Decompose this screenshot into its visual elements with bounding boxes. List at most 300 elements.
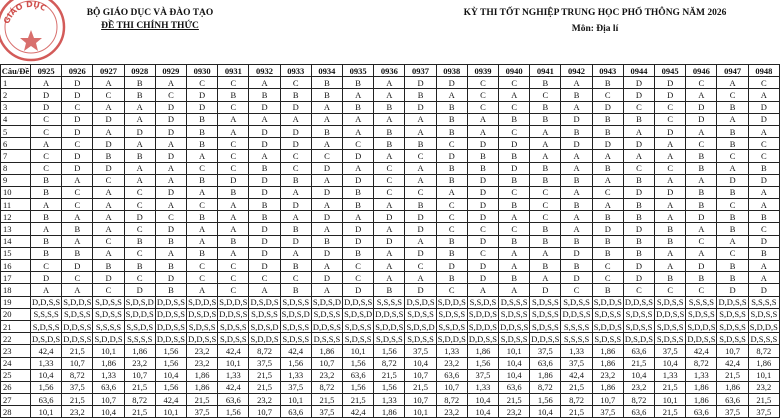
answer-cell: B	[405, 138, 436, 150]
answer-cell: B	[405, 199, 436, 211]
answer-cell: B	[686, 186, 717, 198]
answer-cell: C	[280, 150, 311, 162]
answer-cell: S,D,S,S	[343, 333, 374, 345]
table-row	[1, 113, 780, 125]
answer-cell: 37,5	[530, 345, 561, 357]
answer-key-table	[0, 64, 780, 418]
answer-cell: 1,86	[530, 369, 561, 381]
answer-cell: S,D,D,S	[125, 309, 154, 320]
answer-cell: D	[405, 211, 436, 223]
answer-cell: D	[155, 150, 186, 162]
answer-cell: D	[343, 284, 374, 296]
answer-cell: 1,33	[561, 345, 592, 357]
answer-cell: C	[748, 138, 779, 150]
answer-cell: D,S,D,S	[624, 333, 654, 344]
answer-cell: B	[218, 89, 249, 101]
answer-cell: 42,4	[155, 394, 186, 406]
question-number: 1	[1, 77, 31, 89]
table-row	[1, 138, 780, 150]
header-right	[410, 8, 780, 34]
answer-cell: B	[436, 272, 467, 284]
answer-cell: C	[124, 247, 155, 259]
answer-cell: 21,5	[374, 369, 405, 381]
question-number: 21	[1, 320, 31, 332]
answer-cell: B	[280, 89, 311, 101]
question-number: 7	[1, 150, 31, 162]
answer-cell: 1,33	[31, 357, 62, 369]
answer-cell: A	[686, 174, 717, 186]
answer-cell: D	[343, 235, 374, 247]
answer-cell: A	[280, 247, 311, 259]
answer-cell: A	[499, 89, 530, 101]
question-number: 20	[1, 308, 31, 320]
question-number: 28	[1, 406, 31, 418]
answer-cell: A	[124, 101, 155, 113]
answer-cell: A	[280, 113, 311, 125]
answer-cell: A	[155, 162, 186, 174]
answer-cell: A	[748, 260, 779, 272]
answer-cell: S,D,S,S	[655, 320, 686, 332]
answer-cell: 1,86	[93, 357, 124, 369]
answer-cell: D,D,S,S	[63, 333, 92, 344]
answer-cell: D	[218, 174, 249, 186]
answer-cell: 1,56	[155, 381, 186, 393]
answer-cell: B	[436, 247, 467, 259]
answer-cell: C	[62, 101, 93, 113]
answer-cell: D	[655, 125, 686, 137]
answer-cell: D	[467, 235, 498, 247]
answer-cell: D	[155, 101, 186, 113]
answer-cell: B	[374, 125, 405, 137]
answer-cell: 1,56	[155, 345, 186, 357]
question-number: 5	[1, 125, 31, 137]
answer-cell: S,D,D,S	[250, 333, 279, 344]
answer-cell: 63,6	[31, 394, 62, 406]
answer-cell: C	[748, 150, 779, 162]
answer-cell: 10,1	[155, 406, 186, 418]
answer-cell: D	[280, 125, 311, 137]
answer-cell: A	[31, 77, 62, 89]
exam-code-header: 0927	[93, 65, 124, 77]
answer-cell: A	[686, 223, 717, 235]
answer-cell: B	[343, 77, 374, 89]
answer-cell: A	[623, 125, 654, 137]
answer-cell: D	[93, 113, 124, 125]
answer-cell: D	[124, 125, 155, 137]
answer-cell: 42,4	[218, 381, 249, 393]
answer-cell: C	[187, 162, 218, 174]
answer-cell: S,D,D,S	[63, 297, 92, 308]
answer-cell: B	[280, 174, 311, 186]
answer-cell: C	[343, 260, 374, 272]
answer-cell: B	[343, 199, 374, 211]
answer-cell: 10,1	[343, 345, 374, 357]
answer-cell: B	[311, 125, 342, 137]
answer-cell: S,S,S,S	[93, 320, 124, 332]
answer-cell: 10,1	[499, 345, 530, 357]
answer-cell: C	[623, 284, 654, 296]
answer-cell: C	[530, 89, 561, 101]
answer-cell: D,S,D,S	[250, 297, 279, 308]
answer-cell: S,D,S,S	[62, 308, 93, 320]
answer-cell: C	[467, 77, 498, 89]
answer-cell: A	[93, 77, 124, 89]
answer-cell: A	[374, 150, 405, 162]
answer-cell: D	[561, 247, 592, 259]
answer-cell: A	[717, 77, 748, 89]
answer-cell: B	[717, 186, 748, 198]
answer-cell: B	[249, 211, 280, 223]
answer-cell: B	[592, 125, 623, 137]
answer-cell: D	[62, 260, 93, 272]
answer-cell: 21,5	[655, 406, 686, 418]
answer-cell: A	[187, 150, 218, 162]
answer-cell: C	[717, 199, 748, 211]
answer-cell: B	[499, 113, 530, 125]
answer-cell: S,D,S,S	[374, 333, 405, 345]
answer-cell: B	[343, 247, 374, 259]
answer-cell: B	[686, 162, 717, 174]
answer-cell: D	[155, 223, 186, 235]
answer-cell: A	[686, 247, 717, 259]
answer-cell: B	[592, 284, 623, 296]
answer-cell: C	[93, 89, 124, 101]
answer-cell: A	[748, 186, 779, 198]
answer-cell: B	[530, 223, 561, 235]
answer-cell: B	[31, 186, 62, 198]
answer-cell: C	[31, 125, 62, 137]
answer-cell: B	[561, 174, 592, 186]
answer-cell: D	[592, 223, 623, 235]
answer-cell: 1,86	[717, 381, 748, 393]
subject-label: Môn: Địa lí	[571, 24, 619, 34]
answer-cell: D	[249, 247, 280, 259]
answer-cell: A	[311, 138, 342, 150]
answer-cell: 63,6	[686, 406, 717, 418]
answer-cell: S,D,S,S	[280, 333, 311, 345]
answer-cell: B	[592, 235, 623, 247]
answer-cell: 37,5	[249, 357, 280, 369]
answer-cell: C	[436, 138, 467, 150]
answer-cell: B	[592, 77, 623, 89]
answer-cell: D,D,S,S	[344, 297, 373, 308]
answer-cell: 23,2	[748, 381, 779, 393]
answer-cell: A	[31, 223, 62, 235]
answer-cell: 8,72	[561, 394, 592, 406]
answer-cell: 1,56	[31, 381, 62, 393]
question-number: 19	[1, 296, 31, 308]
answer-cell: 1,86	[124, 345, 155, 357]
answer-cell: D	[405, 101, 436, 113]
answer-cell: A	[499, 260, 530, 272]
answer-cell: 21,5	[405, 381, 436, 393]
answer-cell: B	[62, 223, 93, 235]
answer-cell: 10,4	[31, 369, 62, 381]
table-row	[1, 369, 780, 381]
exam-code-header: 0941	[530, 65, 561, 77]
answer-cell: D	[436, 77, 467, 89]
answer-cell: B	[717, 101, 748, 113]
exam-code-header: 0925	[31, 65, 62, 77]
answer-cell: 63,6	[499, 381, 530, 393]
answer-cell: D	[155, 272, 186, 284]
answer-cell: S,D,D,S	[749, 321, 778, 332]
answer-cell: S,D,D,S	[437, 333, 466, 344]
answer-cell: D,D,S,S	[32, 297, 61, 308]
answer-cell: 10,4	[499, 369, 530, 381]
answer-cell: B	[592, 113, 623, 125]
table-row	[1, 284, 780, 296]
answer-cell: B	[436, 162, 467, 174]
question-number: 10	[1, 186, 31, 198]
answer-cell: D	[467, 260, 498, 272]
answer-cell: D	[62, 150, 93, 162]
answer-cell: D	[623, 77, 654, 89]
answer-cell: A	[561, 162, 592, 174]
answer-cell: C	[155, 89, 186, 101]
answer-cell: C	[467, 101, 498, 113]
answer-cell: 10,7	[405, 369, 436, 381]
answer-cell: S,D,D,S	[468, 321, 497, 332]
answer-cell: S,D,S,S	[249, 308, 280, 320]
answer-cell: D,D,S,S	[156, 309, 185, 320]
answer-cell: D	[686, 101, 717, 113]
answer-cell: S,D,S,D	[250, 321, 279, 332]
table-row	[1, 308, 780, 320]
answer-cell: B	[436, 235, 467, 247]
answer-cell: B	[124, 77, 155, 89]
answer-cell: A	[530, 150, 561, 162]
question-number: 16	[1, 260, 31, 272]
answer-cell: 10,7	[592, 394, 623, 406]
answer-cell: A	[499, 247, 530, 259]
answer-cell: B	[623, 211, 654, 223]
answer-cell: B	[655, 272, 686, 284]
answer-cell: D,S,D,S	[32, 333, 61, 344]
question-number: 22	[1, 333, 31, 345]
answer-cell: A	[93, 211, 124, 223]
answer-cell: S,S,S,S	[124, 333, 155, 345]
answer-cell: S,S,S,S	[686, 296, 717, 308]
answer-cell: D	[343, 223, 374, 235]
exam-code-header: 0945	[655, 65, 686, 77]
answer-cell: C	[561, 284, 592, 296]
answer-cell: C	[623, 101, 654, 113]
answer-cell: 63,6	[530, 357, 561, 369]
answer-cell: C	[530, 186, 561, 198]
answer-cell: C	[31, 260, 62, 272]
exam-code-header: 0942	[561, 65, 592, 77]
answer-cell: C	[124, 186, 155, 198]
answer-cell: C	[686, 138, 717, 150]
answer-cell: B	[592, 162, 623, 174]
answer-cell: A	[623, 150, 654, 162]
answer-cell: B	[31, 235, 62, 247]
answer-cell: S,D,S,S	[218, 333, 249, 345]
answer-cell: D	[686, 113, 717, 125]
answer-cell: 63,6	[436, 369, 467, 381]
answer-cell: C	[93, 174, 124, 186]
answer-cell: C	[374, 174, 405, 186]
answer-cell: D	[155, 186, 186, 198]
answer-cell: B	[561, 260, 592, 272]
exam-code-header: 0943	[592, 65, 623, 77]
answer-cell: 10,4	[499, 357, 530, 369]
answer-cell: D	[655, 77, 686, 89]
answer-cell: C	[62, 199, 93, 211]
answer-cell: B	[499, 272, 530, 284]
answer-cell: 21,5	[343, 394, 374, 406]
answer-cell: D,D,S,S	[500, 321, 529, 332]
answer-cell: 10,1	[93, 345, 124, 357]
answer-cell: C	[748, 77, 779, 89]
answer-cell: S,S,S,S	[561, 333, 592, 345]
answer-cell: 37,5	[62, 381, 93, 393]
answer-cell: S,D,S,S	[436, 308, 467, 320]
answer-cell: D	[592, 138, 623, 150]
answer-cell: B	[436, 174, 467, 186]
table-row	[1, 272, 780, 284]
answer-cell: D	[623, 89, 654, 101]
answer-cell: 37,5	[655, 345, 686, 357]
answer-cell: A	[343, 113, 374, 125]
exam-code-header: 0946	[686, 65, 717, 77]
answer-cell: D	[561, 138, 592, 150]
answer-cell: D	[155, 125, 186, 137]
answer-cell: B	[530, 77, 561, 89]
answer-cell: A	[311, 174, 342, 186]
answer-cell: 21,5	[623, 357, 654, 369]
answer-cell: S,D,S,S	[717, 333, 748, 345]
answer-cell: A	[218, 211, 249, 223]
answer-cell: A	[467, 284, 498, 296]
answer-cell: 8,72	[686, 357, 717, 369]
answer-cell: D	[717, 284, 748, 296]
answer-cell: B	[249, 89, 280, 101]
answer-cell: B	[436, 101, 467, 113]
answer-cell: A	[374, 89, 405, 101]
answer-cell: D	[374, 211, 405, 223]
answer-cell: S,S,S,S	[561, 320, 592, 332]
answer-cell: B	[187, 211, 218, 223]
answer-cell: 1,56	[155, 357, 186, 369]
answer-cell: B	[187, 125, 218, 137]
answer-cell: D	[467, 211, 498, 223]
answer-cell: B	[499, 235, 530, 247]
answer-cell: C	[374, 186, 405, 198]
exam-code-header: 0934	[311, 65, 342, 77]
answer-cell: S,D,S,S	[623, 320, 654, 332]
answer-cell: C	[748, 223, 779, 235]
exam-code-header: 0937	[405, 65, 436, 77]
table-row	[1, 381, 780, 393]
answer-cell: A	[374, 223, 405, 235]
answer-cell: D	[467, 138, 498, 150]
answer-cell: B	[686, 150, 717, 162]
exam-code-header: 0928	[124, 65, 155, 77]
answer-cell: D	[155, 113, 186, 125]
answer-cell: D	[311, 247, 342, 259]
answer-cell: C	[467, 89, 498, 101]
answer-cell: B	[530, 101, 561, 113]
answer-cell: 1,56	[467, 357, 498, 369]
question-number: 24	[1, 357, 31, 369]
answer-cell: S,D,S,S	[311, 308, 342, 320]
answer-cell: A	[467, 125, 498, 137]
answer-cell: C	[655, 113, 686, 125]
answer-cell: A	[655, 199, 686, 211]
answer-cell: B	[124, 260, 155, 272]
answer-cell: 1,56	[530, 394, 561, 406]
answer-cell: 1,86	[748, 357, 779, 369]
answer-cell: S,D,S,D	[281, 309, 310, 320]
answer-cell: B	[62, 247, 93, 259]
answer-cell: A	[748, 199, 779, 211]
answer-cell: B	[374, 101, 405, 113]
answer-cell: D,S,S,S	[748, 333, 779, 345]
table-row	[1, 394, 780, 406]
answer-cell: 1,56	[343, 381, 374, 393]
answer-cell: 63,6	[343, 369, 374, 381]
answer-cell: A	[748, 272, 779, 284]
answer-cell: D	[280, 235, 311, 247]
answer-cell: S,D,S,S	[717, 308, 748, 320]
answer-cell: C	[655, 101, 686, 113]
answer-cell: C	[405, 186, 436, 198]
answer-cell: 10,1	[405, 406, 436, 418]
answer-cell: S,D,S,S	[561, 296, 592, 308]
answer-cell: B	[280, 223, 311, 235]
answer-cell: D	[405, 247, 436, 259]
answer-cell: 21,5	[187, 394, 218, 406]
answer-cell: C	[31, 150, 62, 162]
answer-cell: 10,7	[93, 394, 124, 406]
answer-cell: 37,5	[592, 406, 623, 418]
answer-cell: A	[592, 199, 623, 211]
answer-cell: 63,6	[717, 394, 748, 406]
answer-cell: 23,2	[499, 406, 530, 418]
answer-cell: B	[623, 199, 654, 211]
answer-cell: 1,86	[187, 369, 218, 381]
answer-cell: D,D,S,S	[219, 309, 248, 320]
table-row	[1, 345, 780, 357]
exam-code-header: 0929	[155, 65, 186, 77]
table-row	[1, 333, 780, 345]
answer-cell: D	[31, 89, 62, 101]
answer-cell: C	[717, 89, 748, 101]
answer-cell: S,D,S,S	[31, 320, 62, 332]
answer-cell: A	[280, 186, 311, 198]
answer-cell: C	[280, 162, 311, 174]
answer-cell: A	[343, 162, 374, 174]
answer-cell: A	[311, 260, 342, 272]
answer-cell: S,S,S,S	[748, 296, 779, 308]
answer-cell: D	[311, 186, 342, 198]
answer-cell: A	[218, 223, 249, 235]
answer-cell: S,D,S,S	[280, 320, 311, 332]
answer-cell: C	[686, 284, 717, 296]
answer-cell: A	[655, 260, 686, 272]
answer-cell: D	[623, 260, 654, 272]
answer-cell: D	[717, 174, 748, 186]
answer-cell: B	[717, 260, 748, 272]
answer-cell: D	[499, 138, 530, 150]
answer-cell: B	[592, 211, 623, 223]
table-row	[1, 235, 780, 247]
answer-cell: 1,56	[374, 345, 405, 357]
answer-cell: B	[686, 272, 717, 284]
answer-cell: S,D,S,S	[592, 333, 623, 345]
